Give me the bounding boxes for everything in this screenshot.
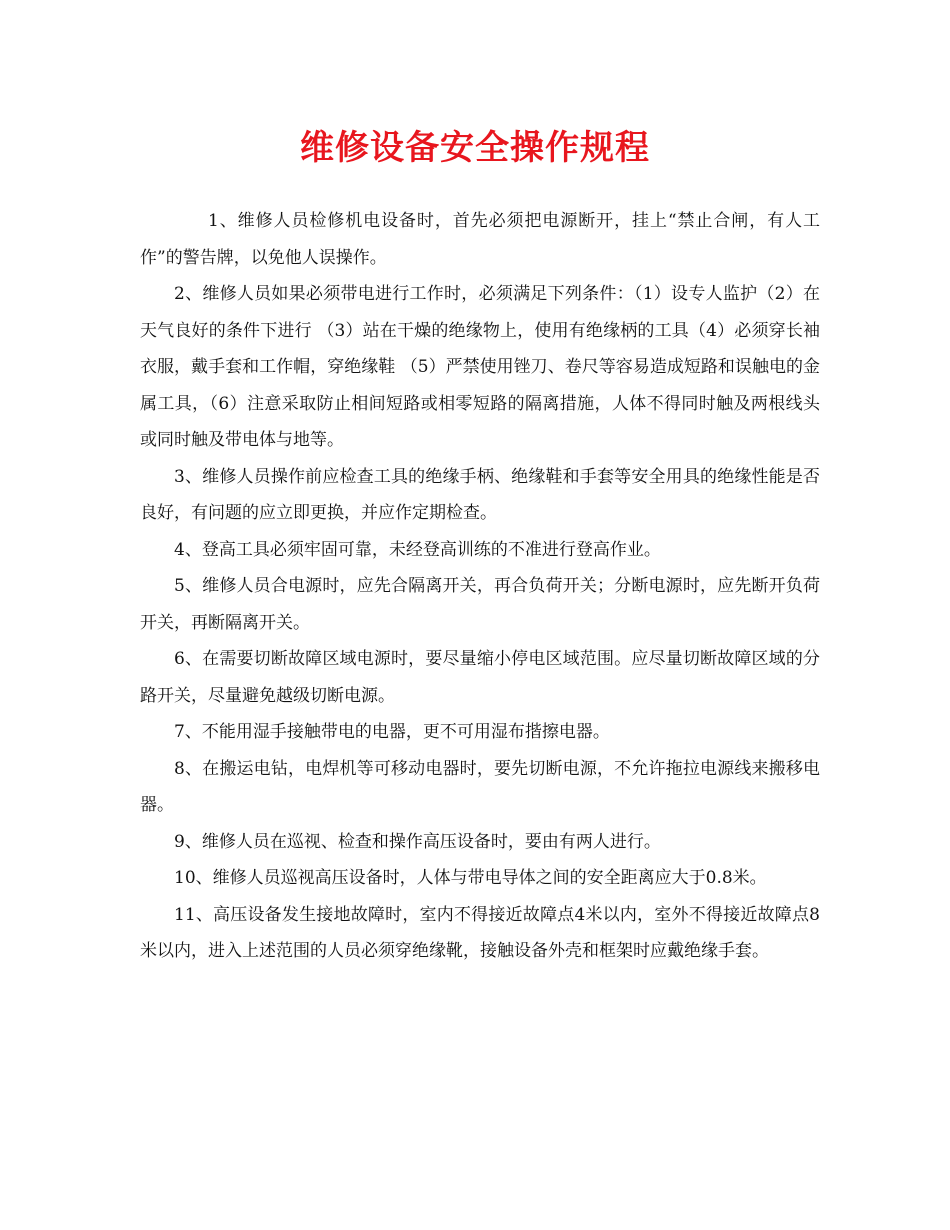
rule-paragraph-6: 6、在需要切断故障区域电源时，要尽量缩小停电区域范围。应尽量切断故障区域的分路开关，尽量避免越级切断电源。 <box>140 649 820 706</box>
rule-paragraph-7: 7、不能用湿手接触带电的电器，更不可用湿布揩擦电器。 <box>174 722 610 742</box>
rule-paragraph-2: 2、维修人员如果必须带电进行工作时，必须满足下列条件：（1）设专人监护（2）在天气良好的条件下进行 （3）站在干燥的绝缘物上，使用有绝缘柄的工具（4）必须穿长袖衣服，戴手套和工作帽，穿绝缘鞋 （5）严禁使用锉刀、卷尺等容易造成短路和误触电的金属工具，（6）注意采取防止相间短路或相零短路的隔离措施，人体不得同时触及两根线头或同时触及带电体与地等。 <box>140 284 820 450</box>
rule-paragraph-8: 8、在搬运电钻，电焊机等可移动电器时，要先切断电源，不允许拖拉电源线来搬移电器。 <box>140 758 820 815</box>
document-title: 维修设备安全操作规程 <box>300 128 650 168</box>
rule-paragraph-1: 1、维修人员检修机电设备时，首先必须把电源断开，挂上“禁止合闸，有人工作”的警告牌，以免他人误操作。 <box>140 211 820 268</box>
rule-paragraph-4: 4、登高工具必须牢固可靠，未经登高训练的不准进行登高作业。 <box>174 539 661 560</box>
rule-paragraph-3: 3、维修人员操作前应检查工具的绝缘手柄、绝缘鞋和手套等安全用具的绝缘性能是否良好，有问题的应立即更换，并应作定期检查。 <box>140 466 820 523</box>
rule-paragraph-10: 10、维修人员巡视高压设备时，人体与带电导体之间的安全距离应大于0.8米。 <box>174 868 767 888</box>
rule-paragraph-5: 5、维修人员合电源时，应先合隔离开关，再合负荷开关；分断电源时，应先断开负荷开关，再断隔离开关。 <box>140 576 820 633</box>
document-body <box>140 203 820 970</box>
rule-paragraph-9: 9、维修人员在巡视、检查和操作高压设备时，要由有两人进行。 <box>174 831 661 852</box>
rule-paragraph-11: 11、高压设备发生接地故障时，室内不得接近故障点4米以内，室外不得接近故障点8米以内，进入上述范围的人员必须穿绝缘靴，接触设备外壳和框架时应戴绝缘手套。 <box>140 904 820 961</box>
